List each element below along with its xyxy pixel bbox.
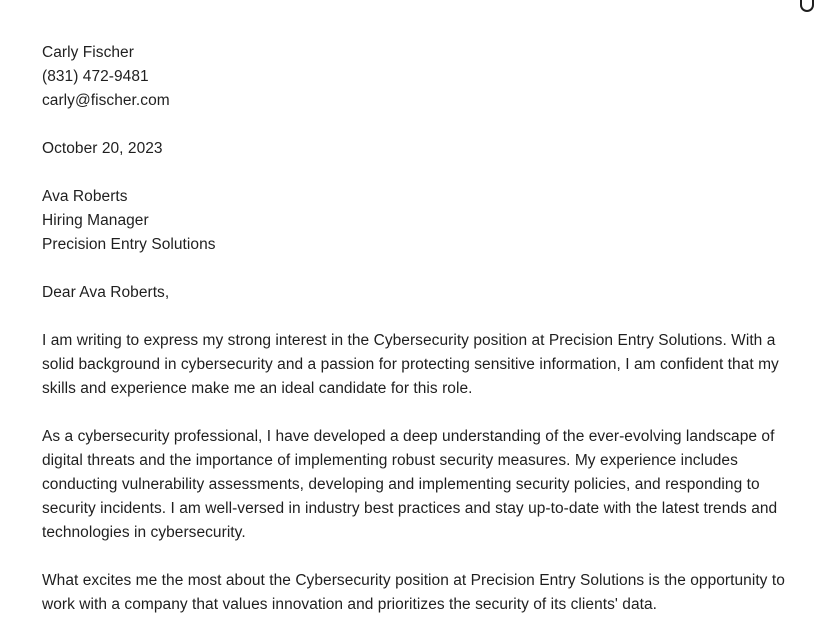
body-paragraph: What excites me the most about the Cybersecurity position at Precision Entry Solutions is the opportunity to work with a company that values innovation and prioritizes the security of its clients' data. xyxy=(42,572,785,613)
sender-phone: (831) 472-9481 xyxy=(42,68,149,85)
body-paragraph: I am writing to express my strong interest in the Cybersecurity position at Precision Entry Solutions. With a solid background in cybersecurity and a passion for protecting sensitive information, I am confident that my skills and experience make me an ideal candidate for this role. xyxy=(42,332,779,397)
salutation-block xyxy=(42,281,794,305)
recipient-company: Precision Entry Solutions xyxy=(42,236,216,253)
date-block xyxy=(42,137,794,161)
letter-date: October 20, 2023 xyxy=(42,140,163,157)
salutation: Dear Ava Roberts, xyxy=(42,284,170,301)
sender-name: Carly Fischer xyxy=(42,44,134,61)
sender-block xyxy=(42,41,794,113)
recipient-title: Hiring Manager xyxy=(42,212,149,229)
recipient-block xyxy=(42,185,794,257)
recipient-name: Ava Roberts xyxy=(42,188,128,205)
partial-corner-glyph-icon xyxy=(800,0,814,12)
cover-letter xyxy=(42,41,794,620)
sender-email: carly@fischer.com xyxy=(42,92,170,109)
body-paragraph: As a cybersecurity professional, I have developed a deep understanding of the ever-evolving landscape of digital threats and the importance of implementing robust security measures. My experience includes conducting vulnerability assessments, developing and implementing security policies, and responding to security incidents. I am well-versed in industry best practices and stay up-to-date with the latest trends and technologies in cybersecurity. xyxy=(42,428,778,541)
